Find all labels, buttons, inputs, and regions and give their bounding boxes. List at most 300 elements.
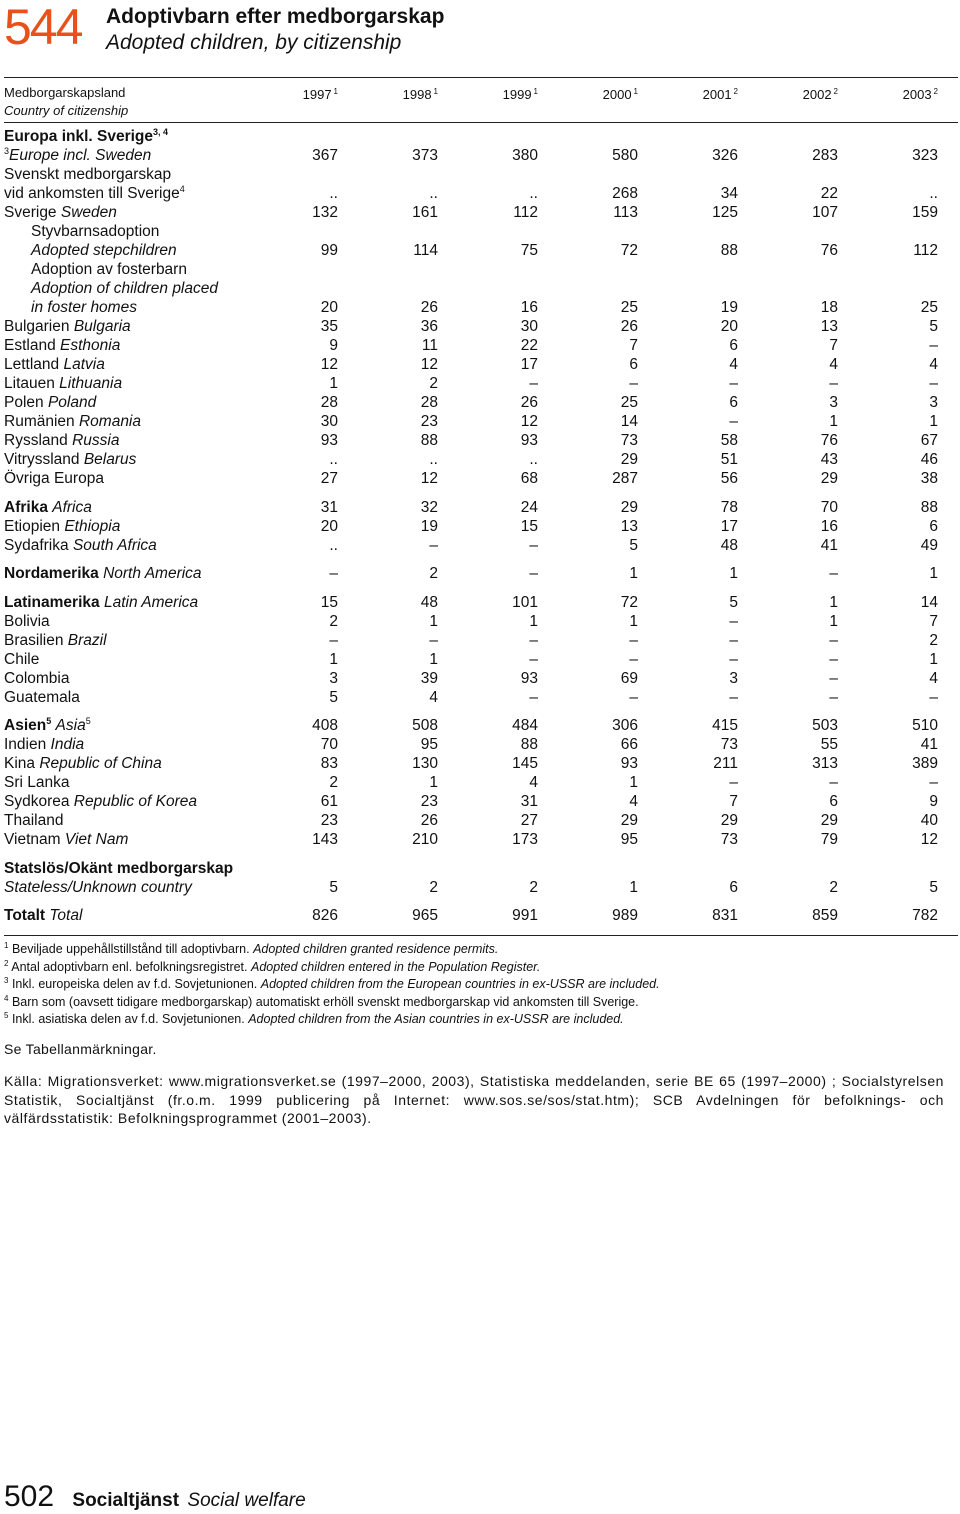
footnote-swedish: Inkl. asiatiska delen av f.d. Sovjetunionen. (11, 1012, 245, 1026)
table-cell: 26 (620, 318, 638, 335)
table-cell: 4 (929, 356, 938, 373)
label-swedish: Polen (4, 394, 44, 411)
row-label (4, 203, 117, 222)
table-cell: 5 (629, 536, 638, 554)
table-cell: – (429, 631, 438, 649)
table-cell: 56 (720, 470, 738, 487)
table-cell: 70 (820, 498, 838, 516)
table-cell: – (529, 565, 538, 582)
label-english: Lithuania (59, 375, 123, 392)
table-cell: 1 (829, 413, 838, 430)
bottom-rule (4, 935, 958, 936)
table-cell: 49 (920, 536, 938, 554)
table-cell: 113 (613, 204, 638, 221)
table-cell: 408 (312, 717, 338, 734)
label-swedish: Indien (4, 736, 47, 753)
label-english: Sweden (60, 204, 117, 221)
year-header (758, 87, 838, 102)
table-cell: 268 (612, 185, 638, 202)
table-cell: – (929, 688, 938, 706)
table-cell: 16 (820, 517, 838, 535)
see-note: Se Tabellanmärkningar. (4, 1041, 157, 1057)
label-swedish: Rumänien (4, 413, 75, 430)
year-label: 1997 (302, 87, 332, 102)
table-cell: 32 (420, 498, 438, 516)
row-label (4, 184, 185, 205)
table-cell: – (429, 536, 438, 554)
table-cell: 484 (512, 717, 538, 734)
row-label (4, 412, 141, 431)
table-cell: 28 (420, 394, 438, 411)
year-note: 1 (333, 87, 338, 96)
table-cell: 5 (729, 593, 738, 611)
table-cell: 782 (912, 907, 938, 924)
year-label: 1998 (402, 87, 432, 102)
table-cell: 112 (913, 242, 938, 259)
table-cell: 1 (629, 774, 638, 791)
table-cell: 23 (320, 812, 338, 829)
table-cell: 29 (620, 451, 638, 468)
table-cell: 132 (312, 204, 338, 221)
row-label (4, 792, 197, 811)
table-cell: – (529, 650, 538, 668)
top-rule (4, 77, 958, 78)
row-label (4, 146, 151, 167)
table-cell: 415 (712, 717, 738, 734)
table-cell: 1 (729, 565, 738, 582)
table-cell: 580 (612, 147, 638, 164)
table-cell: – (929, 774, 938, 791)
table-cell: 6 (829, 793, 838, 810)
footnote (4, 976, 660, 994)
footnote-number: 4 (4, 993, 9, 1003)
label-swedish: Totalt (4, 907, 46, 924)
footnote-english: Adopted children granted residence permits. (253, 942, 499, 956)
column-header (4, 84, 128, 120)
table-cell: 23 (420, 413, 438, 430)
label-swedish: Svenskt medborgarskap (4, 166, 172, 183)
year-label: 2000 (602, 87, 632, 102)
table-cell: 211 (713, 755, 738, 772)
table-cell: – (829, 650, 838, 668)
label-english: Esthonia (60, 337, 121, 354)
label-swedish: Lettland (4, 356, 60, 373)
table-cell: 69 (620, 669, 638, 687)
table-cell: 26 (420, 812, 438, 829)
label-swedish: Statslös/Okänt medborgarskap (4, 859, 234, 877)
year-note: 2 (833, 87, 838, 96)
table-cell: 380 (512, 147, 538, 164)
section-swedish: Socialtjänst (72, 1490, 180, 1511)
row-label (4, 317, 131, 336)
table-cell: 313 (812, 755, 838, 772)
table-cell: 17 (720, 517, 738, 535)
table-cell: 29 (620, 498, 638, 516)
label-note: 5 (85, 716, 91, 726)
table-cell: – (729, 688, 738, 706)
table-cell: 73 (720, 831, 738, 848)
table-cell: 5 (929, 878, 938, 896)
table-cell: 51 (720, 451, 738, 468)
label-english: South Africa (72, 536, 157, 554)
table-cell: 210 (412, 831, 438, 848)
table-cell: 55 (820, 736, 838, 753)
label-english: Brazil (67, 631, 107, 649)
table-cell: 4 (829, 356, 838, 373)
table-cell: 12 (920, 831, 938, 848)
table-cell: 48 (720, 536, 738, 554)
table-cell: 66 (620, 736, 638, 753)
label-swedish: Chile (4, 650, 40, 668)
year-note: 2 (733, 87, 738, 96)
table-cell: 73 (620, 432, 638, 449)
row-label (4, 536, 157, 555)
table-cell: .. (329, 536, 338, 554)
table-cell: 965 (412, 907, 438, 924)
row-label (4, 612, 50, 631)
row-label (4, 688, 80, 707)
table-cell: 367 (312, 147, 338, 164)
table-cell: 26 (520, 394, 538, 411)
footnote-number: 1 (4, 941, 9, 950)
column-header-swedish: Medborgarskapsland (4, 85, 126, 100)
table-cell: 40 (920, 812, 938, 829)
table-cell: .. (929, 185, 938, 202)
table-cell: 39 (420, 669, 438, 687)
table-cell: 2 (329, 774, 338, 791)
table-cell: – (829, 669, 838, 687)
label-english: Ethiopia (64, 517, 121, 535)
table-cell: 88 (520, 736, 538, 753)
table-cell: 3 (929, 394, 938, 411)
label-english: in foster homes (31, 299, 137, 316)
table-cell: .. (329, 185, 338, 202)
table-cell: 991 (512, 907, 538, 924)
year-label: 2002 (802, 87, 832, 102)
table-cell: 68 (520, 470, 538, 487)
label-english: Republic of Korea (73, 793, 198, 810)
year-label: 1999 (502, 87, 532, 102)
table-cell: 20 (320, 299, 338, 316)
row-label (4, 336, 120, 355)
label-swedish: vid ankomsten till Sverige (4, 185, 180, 202)
footnote (4, 941, 498, 959)
table-cell: – (629, 631, 638, 649)
label-swedish: Estland (4, 337, 56, 354)
table-cell: 373 (412, 147, 438, 164)
row-label (4, 650, 39, 669)
table-cell: 1 (429, 650, 438, 668)
label-swedish: Styvbarnsadoption (31, 223, 160, 240)
label-english: Total (49, 907, 83, 924)
row-label (4, 906, 82, 925)
table-cell: 2 (529, 878, 538, 896)
table-cell: 22 (520, 337, 538, 354)
table-cell: 130 (412, 755, 438, 772)
table-cell: 306 (612, 717, 638, 734)
table-cell: – (329, 565, 338, 582)
table-cell: 31 (520, 793, 538, 810)
table-cell: 503 (812, 717, 838, 734)
year-note: 1 (433, 87, 438, 96)
row-label (31, 222, 159, 241)
table-cell: 13 (820, 318, 838, 335)
table-cell: 1 (829, 612, 838, 630)
table-cell: 1 (829, 593, 838, 611)
label-english: Poland (47, 394, 97, 411)
table-cell: 510 (912, 717, 938, 734)
table-cell: 831 (712, 907, 738, 924)
table-cell: 2 (829, 878, 838, 896)
table-cell: 4 (629, 793, 638, 810)
table-cell: 6 (629, 356, 638, 373)
table-number: 544 (4, 0, 82, 55)
label-english: Adopted stepchildren (31, 242, 177, 259)
year-label: 2001 (702, 87, 732, 102)
table-cell: – (729, 774, 738, 791)
table-cell: 7 (629, 337, 638, 354)
table-cell: 22 (820, 185, 838, 202)
row-label (4, 773, 69, 792)
label-english: Adoption of children placed (31, 280, 218, 297)
table-cell: 27 (520, 812, 538, 829)
table-cell: 72 (620, 242, 638, 259)
table-cell: 93 (520, 669, 538, 687)
table-cell: – (829, 375, 838, 392)
footnote-english: Adopted children from the European countries in ex-USSR are included. (260, 977, 660, 991)
table-cell: 88 (420, 432, 438, 449)
table-cell: – (729, 650, 738, 668)
table-cell: 26 (420, 299, 438, 316)
table-cell: 5 (329, 878, 338, 896)
table-cell: 72 (620, 593, 638, 611)
row-label (4, 469, 104, 488)
table-cell: 1 (529, 612, 538, 630)
table-cell: 18 (820, 299, 838, 316)
row-label (4, 878, 192, 897)
table-cell: 14 (920, 593, 938, 611)
table-cell: – (729, 612, 738, 630)
table-cell: 93 (320, 432, 338, 449)
label-swedish: Colombia (4, 669, 70, 687)
label-swedish: Sverige (4, 204, 57, 221)
table-cell: 287 (612, 470, 638, 487)
table-cell: 12 (520, 413, 538, 430)
label-swedish: Adoption av fosterbarn (31, 261, 187, 278)
table-cell: 7 (829, 337, 838, 354)
table-cell: 1 (429, 774, 438, 791)
table-cell: 323 (912, 147, 938, 164)
footnote-english: Adopted children from the Asian countries in ex-USSR are included. (248, 1012, 624, 1026)
table-cell: 38 (920, 470, 938, 487)
footnote (4, 959, 540, 977)
year-note: 2 (933, 87, 938, 96)
row-label (31, 279, 218, 298)
label-swedish: Thailand (4, 812, 64, 829)
year-header (258, 87, 338, 102)
label-note: 4 (179, 184, 185, 194)
footnote-swedish: Beviljade uppehållstillstånd till adoptivbarn. (11, 942, 250, 956)
table-cell: 12 (420, 470, 438, 487)
footnote-swedish: Inkl. europeiska delen av f.d. Sovjetunionen. (11, 977, 258, 991)
label-swedish: Bolivia (4, 612, 50, 630)
table-cell: 25 (920, 299, 938, 316)
year-note: 1 (533, 87, 538, 96)
table-cell: 41 (920, 736, 938, 753)
year-header (458, 87, 538, 102)
table-cell: – (529, 375, 538, 392)
header-rule (4, 122, 958, 123)
table-cell: 58 (720, 432, 738, 449)
table-cell: – (629, 650, 638, 668)
table-cell: 46 (920, 451, 938, 468)
table-cell: 161 (412, 204, 438, 221)
table-cell: 78 (720, 498, 738, 516)
table-cell: 13 (620, 517, 638, 535)
table-cell: 1 (629, 612, 638, 630)
label-english: Latvia (63, 356, 105, 373)
label-swedish: Vietnam (4, 831, 61, 848)
table-cell: – (529, 631, 538, 649)
table-cell: 173 (512, 831, 538, 848)
table-cell: 61 (320, 793, 338, 810)
row-label (4, 593, 198, 612)
label-swedish: Övriga Europa (4, 470, 104, 487)
label-note: 3 (4, 146, 10, 156)
row-label (4, 517, 120, 536)
label-swedish: Guatemala (4, 688, 80, 706)
row-label (31, 241, 177, 260)
label-swedish: Sydafrika (4, 536, 69, 554)
table-cell: 88 (720, 242, 738, 259)
table-cell: 6 (929, 517, 938, 535)
table-cell: 93 (520, 432, 538, 449)
table-cell: 73 (720, 736, 738, 753)
table-cell: – (929, 375, 938, 392)
label-english: Europe incl. Sweden (9, 147, 152, 164)
year-header (558, 87, 638, 102)
page-number: 502 (4, 1480, 55, 1513)
label-swedish: Sydkorea (4, 793, 70, 810)
table-cell: 76 (820, 242, 838, 259)
table-cell: – (829, 631, 838, 649)
table-cell: 67 (920, 432, 938, 449)
table-cell: 76 (820, 432, 838, 449)
table-cell: 35 (320, 318, 338, 335)
table-cell: 24 (520, 498, 538, 516)
table-cell: 6 (729, 394, 738, 411)
table-cell: 159 (912, 204, 938, 221)
table-cell: – (629, 375, 638, 392)
label-swedish: Nordamerika (4, 565, 99, 582)
table-cell: .. (429, 185, 438, 202)
table-cell: 17 (520, 356, 538, 373)
table-cell: 12 (320, 356, 338, 373)
title-swedish: Adoptivbarn efter medborgarskap (106, 5, 445, 28)
table-cell: .. (529, 451, 538, 468)
table-cell: .. (529, 185, 538, 202)
label-english: Belarus (83, 451, 137, 468)
table-cell: 11 (421, 337, 438, 354)
label-english: Stateless/Unknown country (4, 878, 192, 896)
label-english: Asia (55, 717, 86, 734)
label-english: Viet Nam (64, 831, 129, 848)
footnote-swedish: Antal adoptivbarn enl. befolkningsregistret. (11, 959, 248, 974)
year-header (658, 87, 738, 102)
title-english: Adopted children, by citizenship (106, 30, 402, 54)
table-cell: 1 (929, 650, 938, 668)
table-cell: 29 (720, 812, 738, 829)
table-cell: 99 (320, 242, 338, 259)
table-cell: 283 (812, 147, 838, 164)
table-cell: 2 (429, 375, 438, 392)
row-label (4, 498, 92, 517)
table-cell: 14 (620, 413, 638, 430)
table-cell: 41 (820, 536, 838, 554)
source-note: Källa: Migrationsverket: www.migrationsverket.se (1997–2000, 2003), Statistiska meddelanden, serie BE 65 (1997–2000) ; Socialstyrelsen Statistik, Socialtjänst (fr.o.m. 1999 publicering på Internet: www.sos.se/sos/stat.htm); SCB Avdelningen för befolknings- och välfärdsstatistik: Befolkningsprogrammet (2001–2003). (4, 1073, 944, 1126)
table-cell: 70 (320, 736, 338, 753)
table-cell: – (829, 565, 838, 582)
table-cell: 7 (729, 793, 738, 810)
table-cell: 25 (620, 299, 638, 316)
label-english: Africa (52, 498, 92, 516)
table-cell: 1 (629, 565, 638, 582)
table-cell: 112 (513, 204, 538, 221)
table-cell: 826 (312, 907, 338, 924)
table-cell: 9 (329, 337, 338, 354)
table-cell: 79 (820, 831, 838, 848)
label-swedish: Vitryssland (4, 451, 80, 468)
label-english: Latin America (103, 593, 199, 611)
table-cell: 2 (929, 631, 938, 649)
row-label (4, 830, 128, 849)
label-swedish: Asien (4, 717, 47, 734)
table-cell: – (929, 337, 938, 354)
table-cell: 989 (612, 907, 638, 924)
label-english: Republic of China (39, 755, 162, 772)
table-cell: 29 (620, 812, 638, 829)
column-header-english: Country of citizenship (4, 103, 129, 118)
row-label (4, 631, 107, 650)
table-cell: 326 (712, 147, 738, 164)
table-cell: 75 (520, 242, 538, 259)
label-english: Romania (78, 413, 141, 430)
row-label (4, 165, 171, 184)
label-swedish: Etiopien (4, 517, 61, 535)
table-cell: 4 (529, 774, 538, 791)
table-cell: 28 (320, 394, 338, 411)
row-label (4, 355, 105, 374)
table-cell: – (729, 375, 738, 392)
footnote-english: Adopted children entered in the Population Register. (251, 959, 541, 974)
row-label (4, 393, 96, 412)
table-cell: 145 (512, 755, 538, 772)
table-cell: 1 (929, 565, 938, 582)
table-cell: 34 (720, 185, 738, 202)
label-swedish: Europa inkl. Sverige (4, 128, 154, 145)
footnote-number: 3 (4, 976, 9, 985)
table-cell: – (729, 631, 738, 649)
row-label (4, 431, 119, 450)
label-swedish: Latinamerika (4, 593, 100, 611)
page-title (106, 4, 444, 55)
table-cell: 88 (920, 498, 938, 516)
label-swedish: Kina (4, 755, 36, 772)
row-label (4, 564, 202, 583)
table-cell: 101 (512, 593, 538, 611)
table-cell: 1 (629, 878, 638, 896)
table-cell: 25 (620, 394, 638, 411)
